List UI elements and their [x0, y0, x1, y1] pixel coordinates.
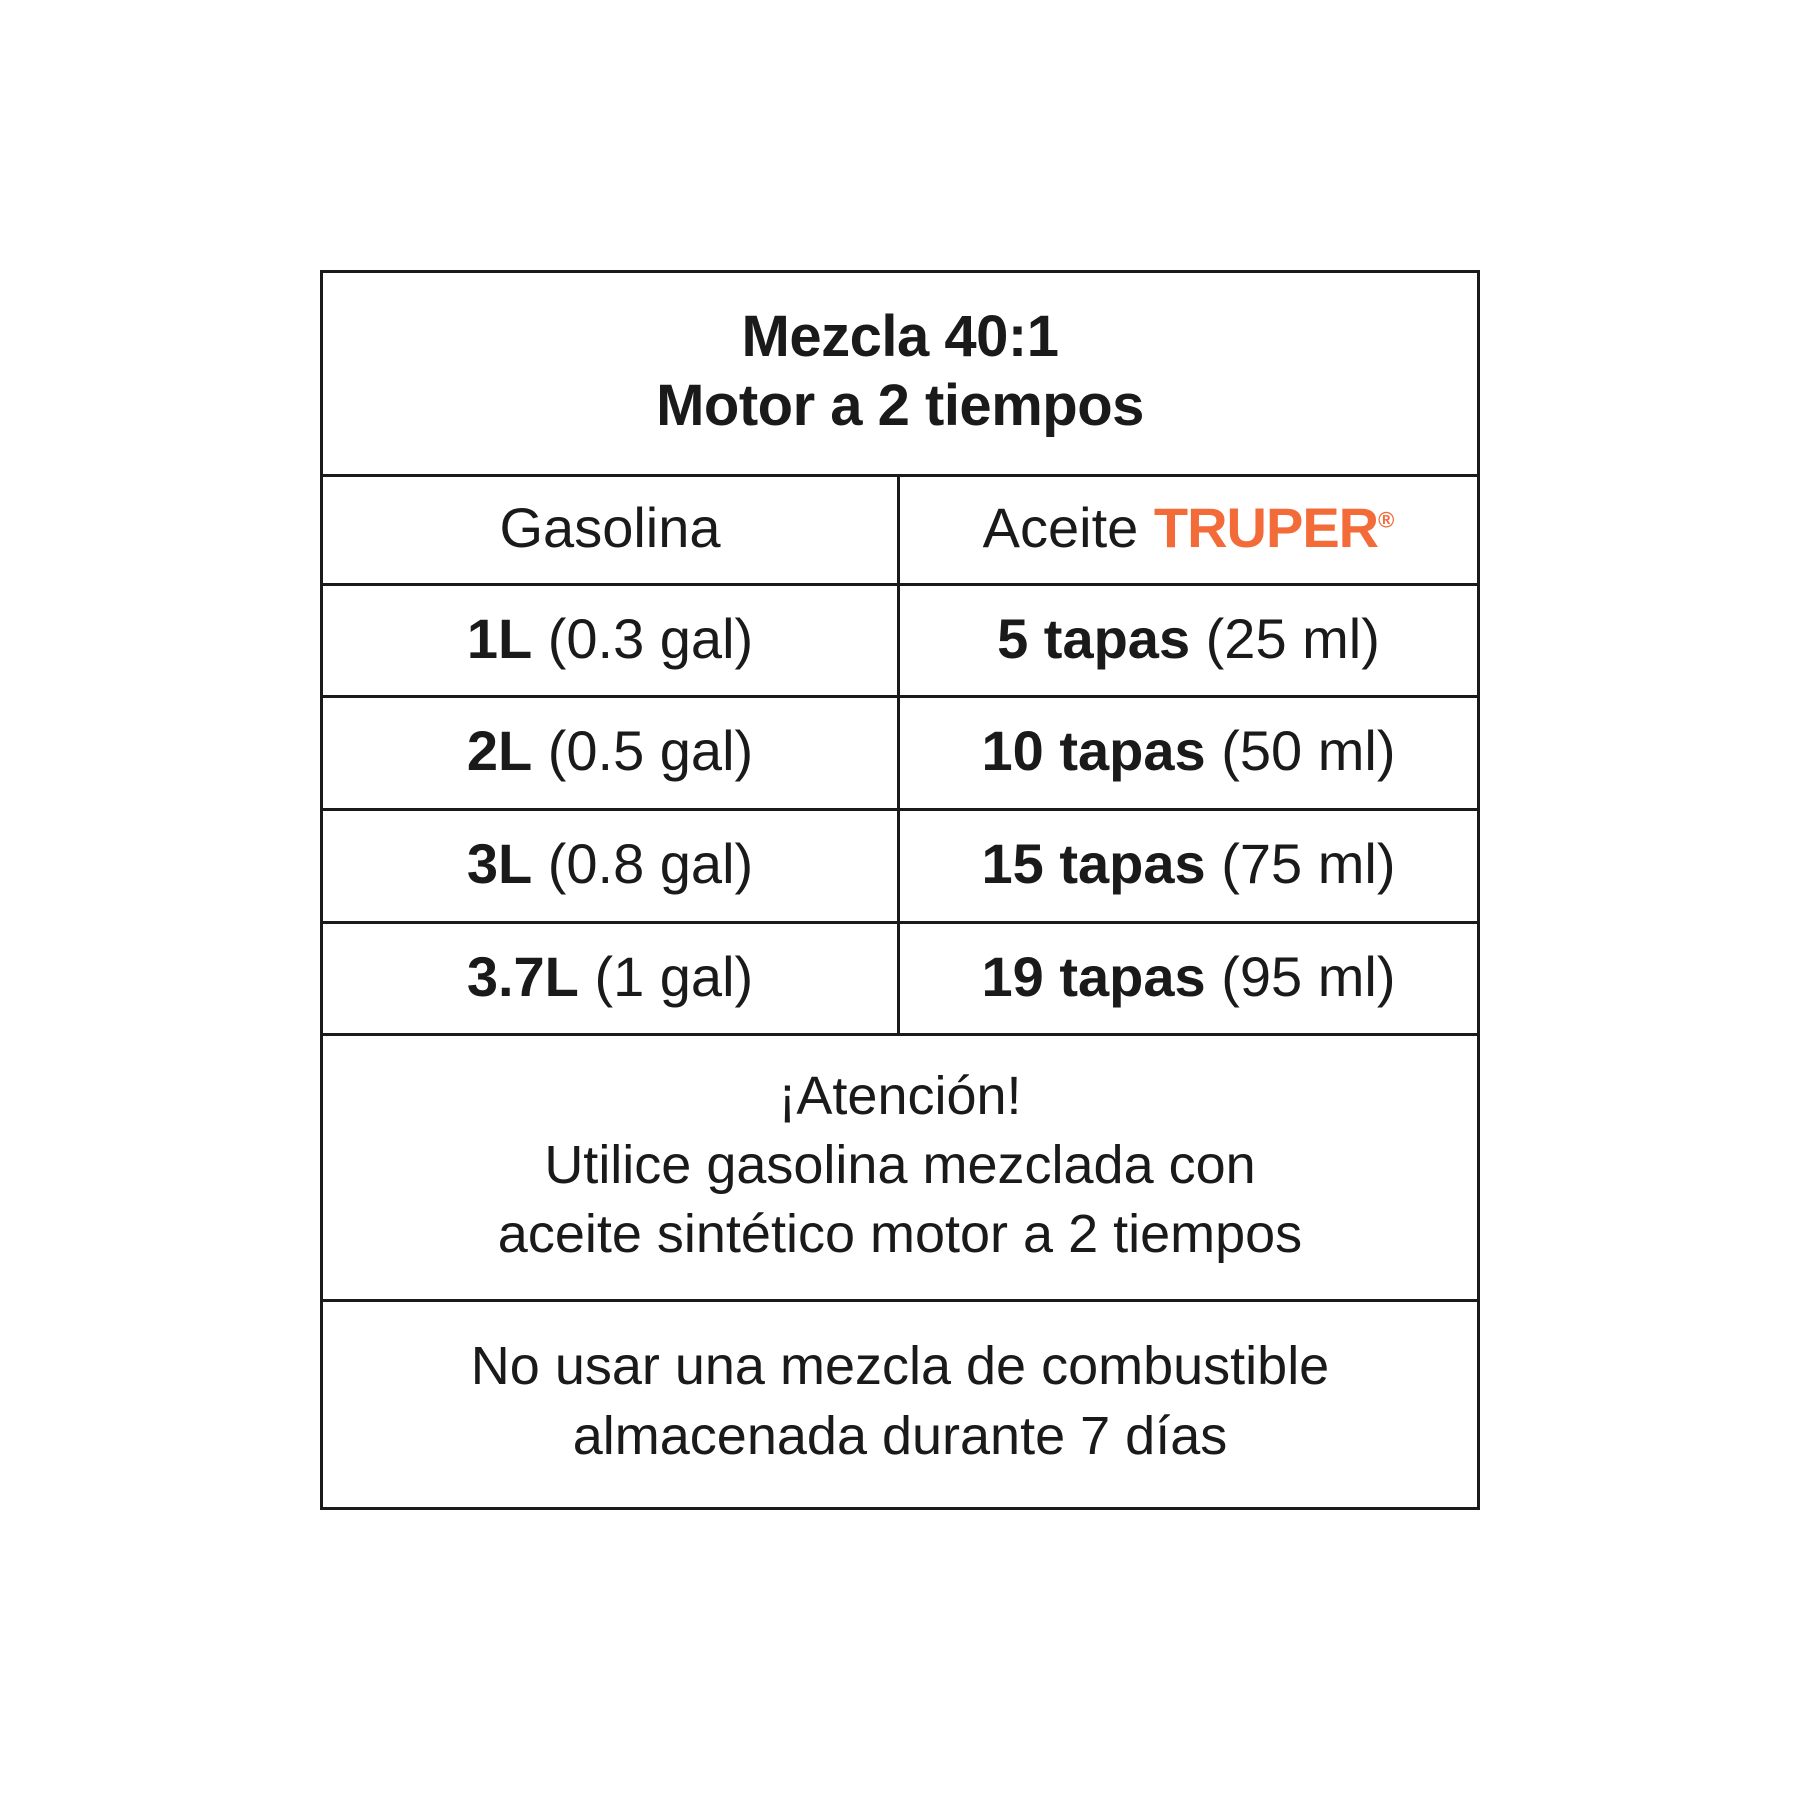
oil-amount-caps: 10 tapas: [981, 719, 1206, 783]
gasoline-amount: 2L: [466, 719, 533, 783]
column-header-gasoline-label: Gasolina: [499, 496, 721, 560]
cell-oil: [900, 924, 1477, 1034]
oil-amount-ml: (25 ml): [1205, 606, 1380, 670]
oil-amount-caps: 19 tapas: [981, 944, 1206, 1008]
gasoline-amount-gallons: (0.8 gal): [547, 831, 754, 895]
cell-gasoline: [323, 811, 900, 921]
storage-note-line-2: almacenada durante 7 días: [572, 1405, 1228, 1466]
table-row: [323, 698, 1477, 811]
oil-amount-caps: 15 tapas: [981, 831, 1206, 895]
registered-mark-icon: ®: [1378, 507, 1395, 533]
table-title-block: [323, 273, 1477, 477]
fuel-mix-table: [320, 270, 1480, 1509]
truper-brand-name: TRUPER: [1153, 496, 1379, 560]
gasoline-amount-gallons: (0.5 gal): [547, 719, 754, 783]
gasoline-amount-gallons: (1 gal): [594, 944, 754, 1008]
gasoline-amount: 3.7L: [466, 944, 579, 1008]
cell-gasoline: [323, 924, 900, 1034]
column-header-gasoline: [323, 477, 900, 583]
cell-oil: [900, 586, 1477, 696]
cell-gasoline: [323, 586, 900, 696]
oil-amount-ml: (95 ml): [1221, 944, 1396, 1008]
warning-block: [323, 1036, 1477, 1302]
cell-oil: [900, 698, 1477, 808]
warning-heading: ¡Atención!: [778, 1066, 1022, 1127]
storage-note-line-1: No usar una mezcla de combustible: [470, 1336, 1330, 1397]
oil-amount-ml: (50 ml): [1221, 719, 1396, 783]
table-header-row: [323, 477, 1477, 586]
warning-line-2: aceite sintético motor a 2 tiempos: [497, 1204, 1303, 1265]
gasoline-amount: 1L: [466, 606, 533, 670]
cell-gasoline: [323, 698, 900, 808]
title-line-2: Motor a 2 tiempos: [656, 372, 1144, 438]
oil-amount-ml: (75 ml): [1221, 831, 1396, 895]
title-line-1: Mezcla 40:1: [741, 304, 1059, 370]
column-header-oil: [900, 477, 1477, 583]
truper-logo-text: [1154, 496, 1394, 559]
warning-line-1: Utilice gasolina mezclada con: [544, 1135, 1256, 1196]
gasoline-amount-gallons: (0.3 gal): [547, 606, 754, 670]
cell-oil: [900, 811, 1477, 921]
oil-amount-caps: 5 tapas: [997, 606, 1191, 670]
table-row: [323, 811, 1477, 924]
storage-note-block: [323, 1302, 1477, 1506]
column-header-oil-label: Aceite: [982, 496, 1139, 560]
gasoline-amount: 3L: [466, 831, 533, 895]
table-row: [323, 586, 1477, 699]
table-row: [323, 924, 1477, 1037]
